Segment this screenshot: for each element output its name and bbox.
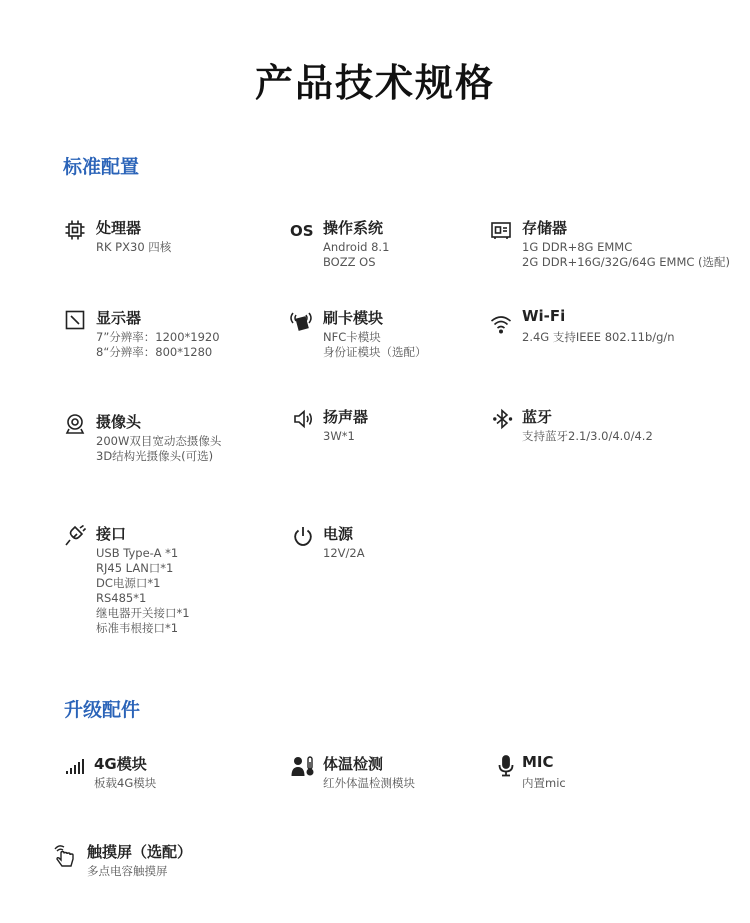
temperature-person-icon — [291, 755, 315, 777]
spec-mic-name: MIC — [522, 753, 554, 771]
os-icon: OS — [290, 222, 314, 240]
section-standard-heading: 标准配置 — [63, 156, 140, 178]
spec-os-desc: Android 8.1 BOZZ OS — [323, 240, 390, 269]
page-title: 产品技术规格 — [254, 61, 495, 105]
spec-cpu-desc: RK PX30 四核 — [96, 240, 172, 254]
spec-ports-desc: USB Type-A *1 RJ45 LAN口*1 DC电源口*1 RS485*1 继电器开关接口*1 标准韦根接口*1 — [96, 546, 190, 635]
spec-temperature-desc: 红外体温检测模块 — [323, 776, 415, 790]
spec-camera-desc: 200W双目宽动态摄像头 3D结构光摄像头(可选) — [96, 434, 222, 463]
spec-power-desc: 12V/2A — [323, 546, 365, 560]
spec-camera-name: 摄像头 — [96, 413, 142, 431]
spec-wifi-desc: 2.4G 支持IEEE 802.11b/g/n — [522, 330, 675, 344]
spec-display-name: 显示器 — [96, 309, 142, 327]
signal-bars-icon — [64, 755, 86, 777]
spec-display-desc: 7”分辨率：1200*1920 8“分辨率：800*1280 — [96, 330, 220, 359]
spec-temperature-name: 体温检测 — [323, 755, 384, 773]
section-upgrade-heading: 升级配件 — [64, 699, 141, 721]
plug-icon — [64, 525, 86, 547]
spec-touch-name: 触摸屏（选配） — [87, 843, 193, 861]
spec-lte-desc: 板载4G模块 — [94, 776, 157, 790]
spec-speaker-name: 扬声器 — [323, 408, 369, 426]
spec-os-name: 操作系统 — [323, 219, 384, 237]
spec-mic-desc: 内置mic — [522, 776, 566, 790]
spec-touch-desc: 多点电容触摸屏 — [87, 864, 168, 878]
display-icon — [64, 309, 86, 331]
spec-card-desc: NFC卡模块 身份证模块（选配） — [323, 330, 427, 359]
power-icon — [292, 525, 314, 547]
camera-icon — [64, 413, 86, 435]
chip-icon — [64, 219, 86, 241]
bluetooth-icon — [492, 408, 514, 430]
spec-storage-desc: 1G DDR+8G EMMC 2G DDR+16G/32G/64G EMMC (选配) — [522, 240, 731, 269]
spec-wifi-name: Wi-Fi — [522, 307, 566, 325]
spec-bluetooth-name: 蓝牙 — [522, 408, 553, 426]
storage-icon — [490, 219, 512, 241]
spec-lte-name: 4G模块 — [94, 755, 147, 773]
spec-ports-name: 接口 — [96, 525, 127, 543]
spec-power-name: 电源 — [323, 525, 354, 543]
spec-storage-name: 存储器 — [522, 219, 568, 237]
nfc-card-icon — [288, 309, 314, 331]
wifi-icon — [490, 313, 512, 335]
touch-hand-icon — [52, 843, 78, 869]
speaker-icon — [292, 408, 314, 430]
microphone-icon — [495, 755, 517, 777]
spec-speaker-desc: 3W*1 — [323, 429, 355, 443]
spec-card-name: 刷卡模块 — [323, 309, 384, 327]
spec-cpu-name: 处理器 — [96, 219, 142, 237]
spec-bluetooth-desc: 支持蓝牙2.1/3.0/4.0/4.2 — [522, 429, 653, 443]
